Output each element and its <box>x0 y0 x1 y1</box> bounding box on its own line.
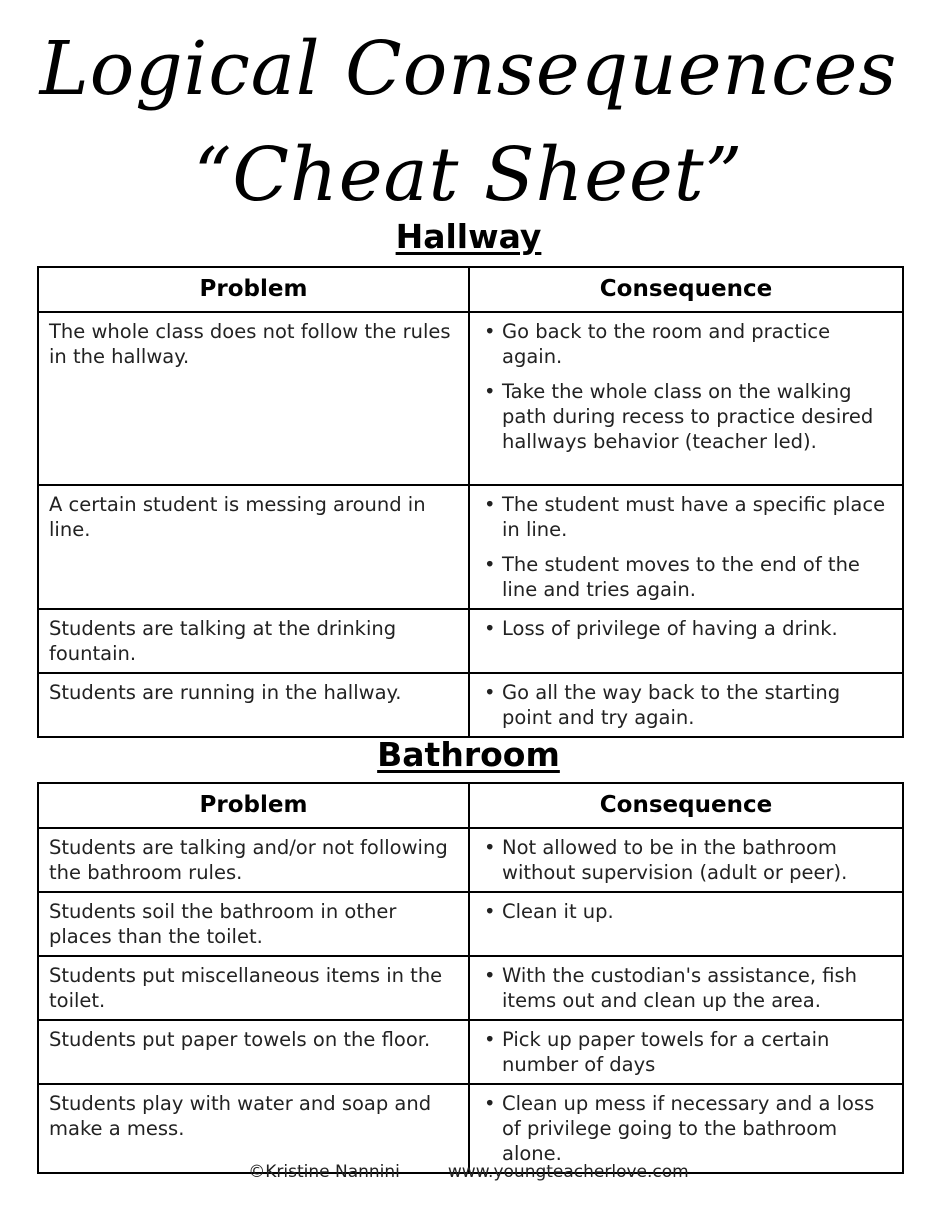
table-row <box>38 609 903 673</box>
problem-cell: Students put paper towels on the floor. <box>38 1020 469 1084</box>
column-header-problem: Problem <box>38 267 469 312</box>
hallway-table <box>37 266 904 738</box>
table-row <box>38 1084 903 1173</box>
table-row <box>38 485 903 609</box>
problem-cell: Students soil the bathroom in other places than the toilet. <box>38 892 469 956</box>
table-header-row <box>38 267 903 312</box>
consequence-cell <box>469 1020 903 1084</box>
consequence-cell <box>469 485 903 609</box>
table-row <box>38 1020 903 1084</box>
consequence-item: • The student moves to the end of the line and tries again. <box>480 552 894 602</box>
consequence-item: • With the custodian's assistance, fish items out and clean up the area. <box>480 963 894 1013</box>
table-row <box>38 673 903 737</box>
bathroom-heading: Bathroom <box>377 735 560 774</box>
consequence-item: • Take the whole class on the walking path during recess to practice desired hallways behavior (teacher led). <box>480 379 894 454</box>
column-header-consequence: Consequence <box>469 783 903 828</box>
consequence-cell <box>469 892 903 956</box>
column-header-problem: Problem <box>38 783 469 828</box>
consequence-cell <box>469 1084 903 1173</box>
problem-cell: Students put miscellaneous items in the toilet. <box>38 956 469 1020</box>
problem-cell: Students are running in the hallway. <box>38 673 469 737</box>
footer <box>0 1162 937 1182</box>
consequence-item: • Go all the way back to the starting point and try again. <box>480 680 894 730</box>
hallway-heading: Hallway <box>395 217 542 256</box>
problem-cell: Students are talking at the drinking fountain. <box>38 609 469 673</box>
copyright-text: ©Kristine Nannini <box>248 1162 400 1182</box>
table-row <box>38 828 903 892</box>
consequence-cell <box>469 828 903 892</box>
consequence-item: • Go back to the room and practice again. <box>480 319 894 369</box>
problem-cell: The whole class does not follow the rules in the hallway. <box>38 312 469 485</box>
consequence-item: • Not allowed to be in the bathroom without supervision (adult or peer). <box>480 835 894 885</box>
consequence-item: • Loss of privilege of having a drink. <box>480 616 894 641</box>
consequence-item: • Clean it up. <box>480 899 894 924</box>
column-header-consequence: Consequence <box>469 267 903 312</box>
table-header-row <box>38 783 903 828</box>
table-row <box>38 956 903 1020</box>
consequence-item: • Pick up paper towels for a certain number of days <box>480 1027 894 1077</box>
consequence-item: • Clean up mess if necessary and a loss of privilege going to the bathroom alone. <box>480 1091 894 1166</box>
table-row <box>38 892 903 956</box>
consequence-item: • The student must have a specific place in line. <box>480 492 894 542</box>
page-subtitle: “Cheat Sheet” <box>193 132 744 218</box>
website-link[interactable]: www.youngteacherlove.com <box>447 1162 689 1182</box>
page-title: Logical Consequences <box>39 26 898 112</box>
bathroom-table <box>37 782 904 1174</box>
consequence-cell <box>469 609 903 673</box>
problem-cell: Students play with water and soap and make a mess. <box>38 1084 469 1173</box>
problem-cell: Students are talking and/or not following the bathroom rules. <box>38 828 469 892</box>
table-row <box>38 312 903 485</box>
consequence-cell <box>469 673 903 737</box>
consequence-cell <box>469 956 903 1020</box>
consequence-cell <box>469 312 903 485</box>
problem-cell: A certain student is messing around in line. <box>38 485 469 609</box>
